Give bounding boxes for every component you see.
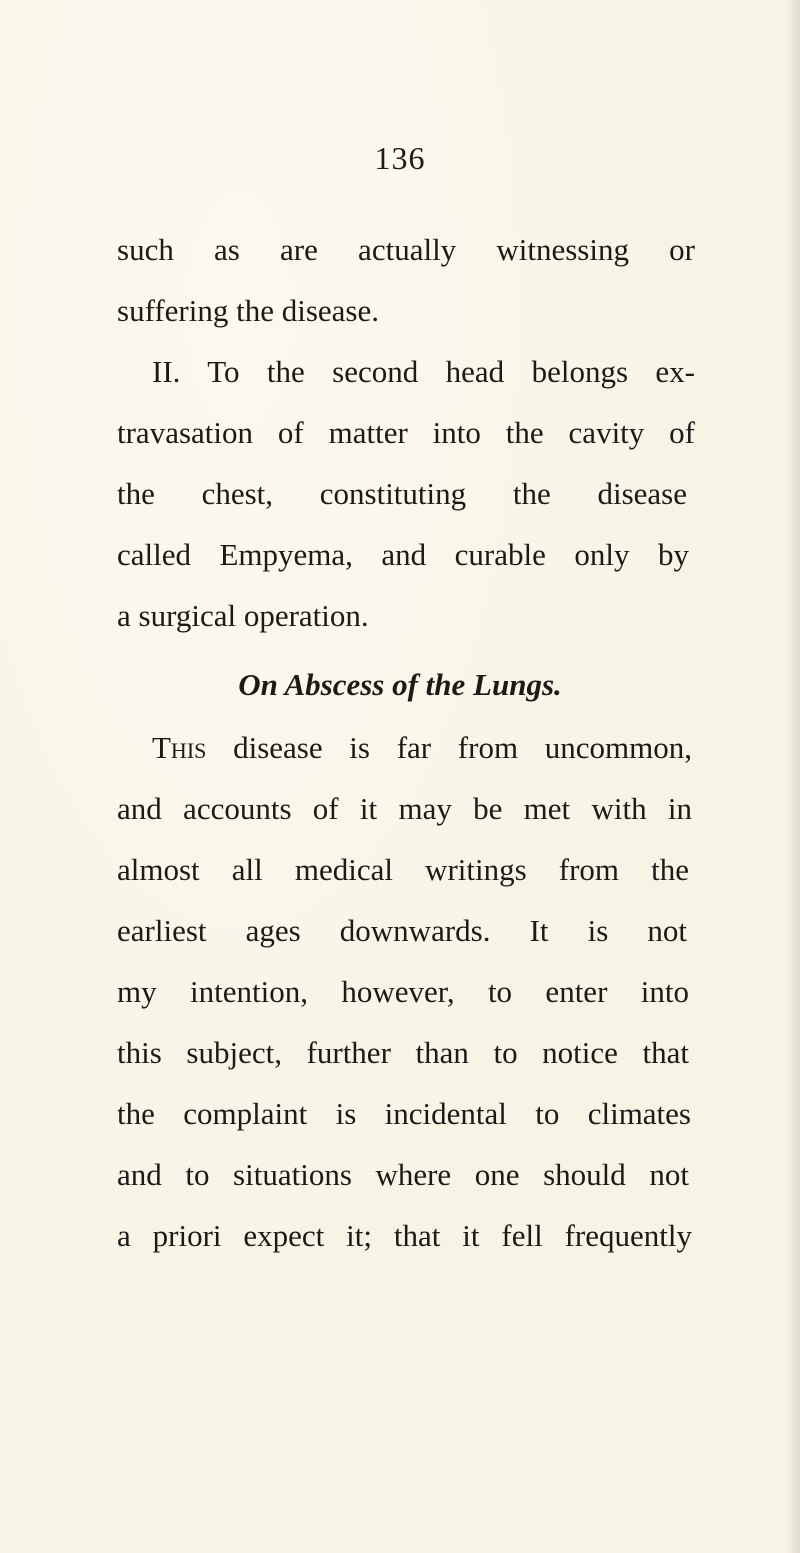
text-line: travasation of matter into the cavity of: [117, 415, 695, 450]
heading-of: of the: [392, 667, 466, 702]
text-line: earliest ages downwards. It is not: [117, 913, 687, 948]
text-line: this subject, further than to notice that: [117, 1035, 689, 1070]
heading-middle: Abscess: [284, 667, 385, 702]
text-line: a priori expect it; that it fell frequently: [117, 1218, 692, 1253]
text-line: suffering the disease.: [117, 293, 379, 328]
text-line: and accounts of it may be met with in: [117, 791, 692, 826]
page-edge-shadow: [786, 0, 800, 1553]
text-line: such as are actually witnessing or: [117, 232, 695, 267]
first-line-rest: disease is far from uncommon,: [233, 730, 692, 765]
text-line: [152, 728, 692, 768]
text-line: almost all medical writings from the: [117, 852, 689, 887]
text-line: the chest, constituting the disease: [117, 476, 687, 511]
text-line: called Empyema, and curable only by: [117, 537, 689, 572]
section-heading: [0, 665, 800, 705]
text-line: my intention, however, to enter into: [117, 974, 689, 1009]
first-word: This: [152, 730, 207, 765]
text-line: a surgical operation.: [117, 598, 369, 633]
text-line: the complaint is incidental to climates: [117, 1096, 691, 1131]
text-line: and to situations where one should not: [117, 1157, 689, 1192]
heading-prefix: On: [238, 667, 278, 702]
text-line: II. To the second head belongs ex-: [152, 354, 695, 389]
page-number: 136: [374, 140, 426, 176]
heading-suffix: Lungs.: [473, 667, 562, 702]
